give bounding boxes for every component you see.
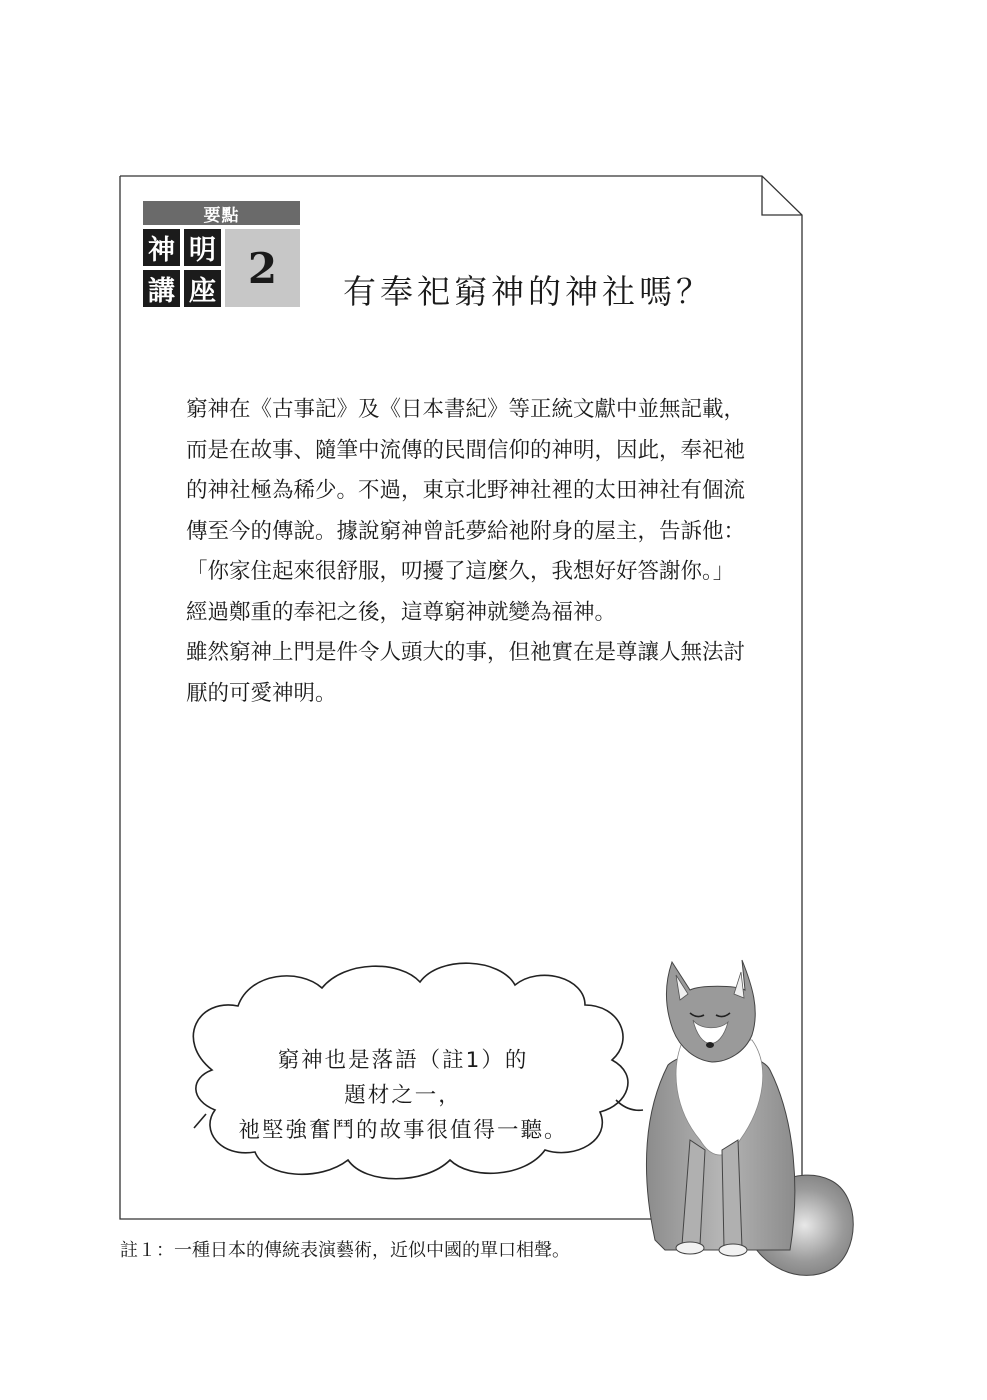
fox-paw-right bbox=[719, 1244, 747, 1256]
fox-ear-right bbox=[734, 972, 744, 998]
badge-tag: 要點 bbox=[143, 201, 300, 225]
badge-number: 2 bbox=[225, 229, 300, 307]
badge-char: 座 bbox=[184, 270, 221, 307]
body-paragraph: 窮神在《古事記》及《日本書紀》等正統文獻中並無記載，而是在故事、隨筆中流傳的民間信仰的神明，因此，奉祀祂的神社極為稀少。不過，東京北野神社裡的太田神社有個流傳至今的傳說。據說窮神曾託夢給祂附身的屋主，告訴他：「你家住起來很舒服，叨擾了這麼久，我想好好答謝你。」經過鄭重的奉祀之後，這尊窮神就變為福神。 bbox=[186, 397, 746, 625]
badge-char: 明 bbox=[184, 229, 221, 266]
section-title: 有奉祀窮神的神社嗎？ bbox=[343, 272, 713, 311]
footnote: 註１：一種日本的傳統表演藝術，近似中國的單口相聲。 bbox=[120, 1240, 570, 1261]
body-paragraph: 雖然窮神上門是件令人頭大的事，但祂實在是尊讓人無法討厭的可愛神明。 bbox=[186, 640, 746, 706]
badge-char: 神 bbox=[143, 229, 180, 266]
bubble-line: 題材之一， bbox=[344, 1083, 462, 1108]
fox-leg-right bbox=[722, 1140, 742, 1248]
bubble-line: 窮神也是落語（註1）的 bbox=[277, 1048, 529, 1073]
bubble-line: 祂堅強奮鬥的故事很值得一聽。 bbox=[238, 1118, 568, 1143]
badge-char: 講 bbox=[143, 270, 180, 307]
fox-nose bbox=[706, 1042, 714, 1048]
fox-paw-left bbox=[676, 1242, 704, 1254]
